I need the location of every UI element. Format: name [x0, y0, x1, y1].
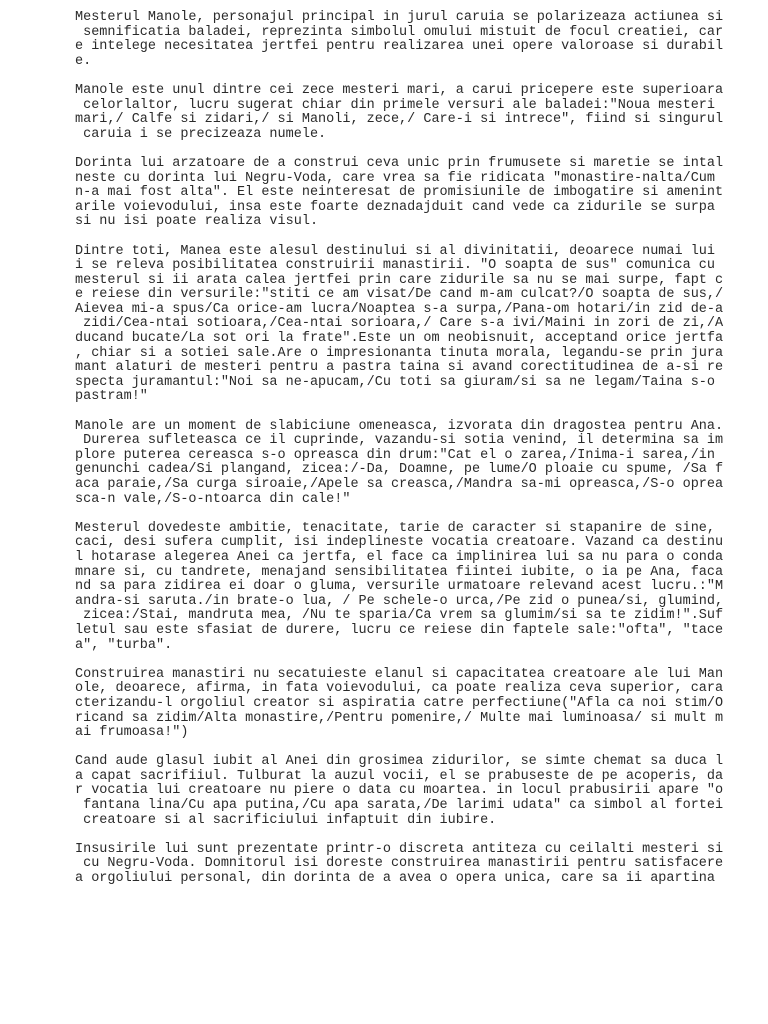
text-line: Aievea mi-a spus/Ca orice-am lucra/Noaptea s-a surpa,/Pana-om hotari/in zid de-a: [75, 301, 724, 317]
text-line: pastram!": [75, 389, 148, 405]
text-line: Mesterul Manole, personajul principal in jurul caruia se polarizeaza actiunea si: [75, 10, 724, 25]
paragraph: [75, 522, 755, 653]
text-line: caci, desi sufera cumplit, isi indeplineste vocatia creatoare. Vazand ca destinu: [75, 535, 724, 551]
text-line: si nu isi poate realiza visul.: [75, 214, 319, 230]
text-line: caruia i se precizeaza numele.: [75, 126, 327, 142]
text-line: a orgoliului personal, din dorinta de a avea o opera unica, care sa ii apartina: [75, 871, 716, 887]
document-body: [75, 11, 755, 901]
text-line: e.: [75, 53, 92, 69]
text-line: plore puterea cereasca s-o opreasca din drum:"Cat el o zarea,/Inima-i sarea,/in: [75, 447, 716, 463]
text-line: arile voievodului, insa este foarte deznadajduit cand vede ca zidurile se surpa: [75, 199, 716, 215]
text-line: creatoare si al sacrificiului infaptuit din iubire.: [75, 812, 497, 828]
paragraph: [75, 157, 755, 230]
text-line: a capat sacrifiiul. Tulburat la auzul vocii, el se prabuseste de pe acoperis, da: [75, 768, 724, 784]
text-line: ducand bucate/La sot ori la frate".Este un om neobisnuit, acceptand orice jertfa: [75, 331, 724, 347]
text-line: i se releva posibilitatea construirii manastirii. "O soapta de sus" comunica cu: [75, 258, 716, 274]
text-line: cterizandu-l orgoliul creator si aspiratia catre perfectiune("Afla ca noi stim/O: [75, 695, 724, 711]
text-line: e reiese din versurile:"stiti ce am visat/De cand m-am culcat?/O soapta de sus,/: [75, 287, 724, 303]
paragraph: [75, 755, 755, 828]
text-line: a", "turba".: [75, 637, 173, 653]
text-line: mant alaturi de mesteri pentru a pastra taina si avand corectitudinea de a-si re: [75, 360, 724, 376]
paragraph: [75, 245, 755, 406]
text-line: Dintre toti, Manea este alesul destinului si al divinitatii, deoarece numai lui: [75, 243, 716, 259]
text-line: l hotarase alegerea Anei ca jertfa, el face ca implinirea lui sa nu para o conda: [75, 549, 724, 565]
text-line: semnificatia baladei, reprezinta simbolul omului mistuit de focul creatiei, car: [75, 24, 724, 40]
text-line: n-a mai fost alta". El este neinteresat de promisiunile de imbogatire si amenint: [75, 185, 724, 201]
text-line: sca-n vale,/S-o-ntoarca din cale!": [75, 491, 351, 507]
paragraph: [75, 668, 755, 741]
paragraph: [75, 420, 755, 508]
paragraph: [75, 84, 755, 142]
text-line: letul sau este sfasiat de durere, lucru ce reiese din faptele sale:"ofta", "tace: [75, 622, 724, 638]
text-line: Durerea sufleteasca ce il cuprinde, vazandu-si sotia venind, il determina sa im: [75, 433, 724, 449]
text-line: ai frumoasa!"): [75, 725, 189, 741]
text-line: Cand aude glasul iubit al Anei din grosimea zidurilor, se simte chemat sa duca l: [75, 754, 724, 770]
text-line: zicea:/Stai, mandruta mea, /Nu te sparia/Ca vrem sa glumim/si sa te zidim!".Suf: [75, 608, 724, 624]
text-line: Mesterul dovedeste ambitie, tenacitate, tarie de caracter si stapanire de sine,: [75, 520, 716, 536]
text-line: e intelege necesitatea jertfei pentru realizarea unei opere valoroase si durabil: [75, 39, 724, 55]
text-line: genunchi cadea/Si plangand, zicea:/-Da, Doamne, pe lume/O ploaie cu spume, /Sa f: [75, 462, 724, 478]
text-line: r vocatia lui creatoare nu piere o data cu moartea. in locul prabusirii apare "o: [75, 783, 724, 799]
text-line: ole, deoarece, afirma, in fata voievodului, ca poate realiza ceva superior, cara: [75, 681, 724, 697]
text-line: mesterul si ii arata calea jertfei prin care zidurile sa nu se mai surpe, fapt c: [75, 272, 724, 288]
text-line: neste cu dorinta lui Negru-Voda, care vrea sa fie ridicata "monastire-nalta/Cum: [75, 170, 716, 186]
text-line: ricand sa zidim/Alta monastire,/Pentru pomenire,/ Multe mai luminoasa/ si mult m: [75, 710, 724, 726]
text-line: mari,/ Calfe si zidari,/ si Manoli, zece,/ Care-i si intrece", fiind si singurul: [75, 112, 724, 128]
text-line: celorlaltor, lucru sugerat chiar din primele versuri ale baladei:"Noua mesteri: [75, 97, 716, 113]
text-line: cu Negru-Voda. Domnitorul isi doreste construirea manastirii pentru satisfacere: [75, 856, 724, 872]
paragraph: [75, 11, 755, 69]
text-line: Dorinta lui arzatoare de a construi ceva unic prin frumusete si maretie se intal: [75, 155, 724, 171]
text-line: aca paraie,/Sa curga siroaie,/Apele sa creasca,/Mandra sa-mi opreasca,/S-o oprea: [75, 477, 724, 492]
text-line: specta juramantul:"Noi sa ne-apucam,/Cu toti sa giuram/si sa ne legam/Taina s-o: [75, 374, 716, 390]
text-line: Manole este unul dintre cei zece mesteri mari, a carui pricepere este superioara: [75, 82, 724, 98]
text-line: andra-si saruta./in brate-o lua, / Pe schele-o urca,/Pe zid o punea/si, glumind,: [75, 593, 724, 609]
text-line: Manole are un moment de slabiciune omeneasca, izvorata din dragostea pentru Ana.: [75, 418, 724, 434]
paragraph: [75, 843, 755, 887]
text-line: , chiar si a sotiei sale.Are o impresionanta tinuta morala, legandu-se prin jura: [75, 345, 724, 361]
text-line: zidi/Cea-ntai sotioara,/Cea-ntai sorioara,/ Care s-a ivi/Maini in zori de zi,/A: [75, 316, 724, 332]
text-line: fantana lina/Cu apa putina,/Cu apa sarata,/De larimi udata" ca simbol al fortei: [75, 798, 724, 814]
text-line: Construirea manastiri nu secatuieste elanul si capacitatea creatoare ale lui Man: [75, 666, 724, 682]
text-line: Insusirile lui sunt prezentate printr-o discreta antiteza cu ceilalti mesteri si: [75, 841, 724, 857]
text-line: nd sa para zidirea ei doar o gluma, versurile urmatoare relevand acest lucru.:"M: [75, 579, 724, 595]
text-line: mnare si, cu tandrete, menajand sensibilitatea fiintei iubite, o ia pe Ana, faca: [75, 564, 724, 580]
